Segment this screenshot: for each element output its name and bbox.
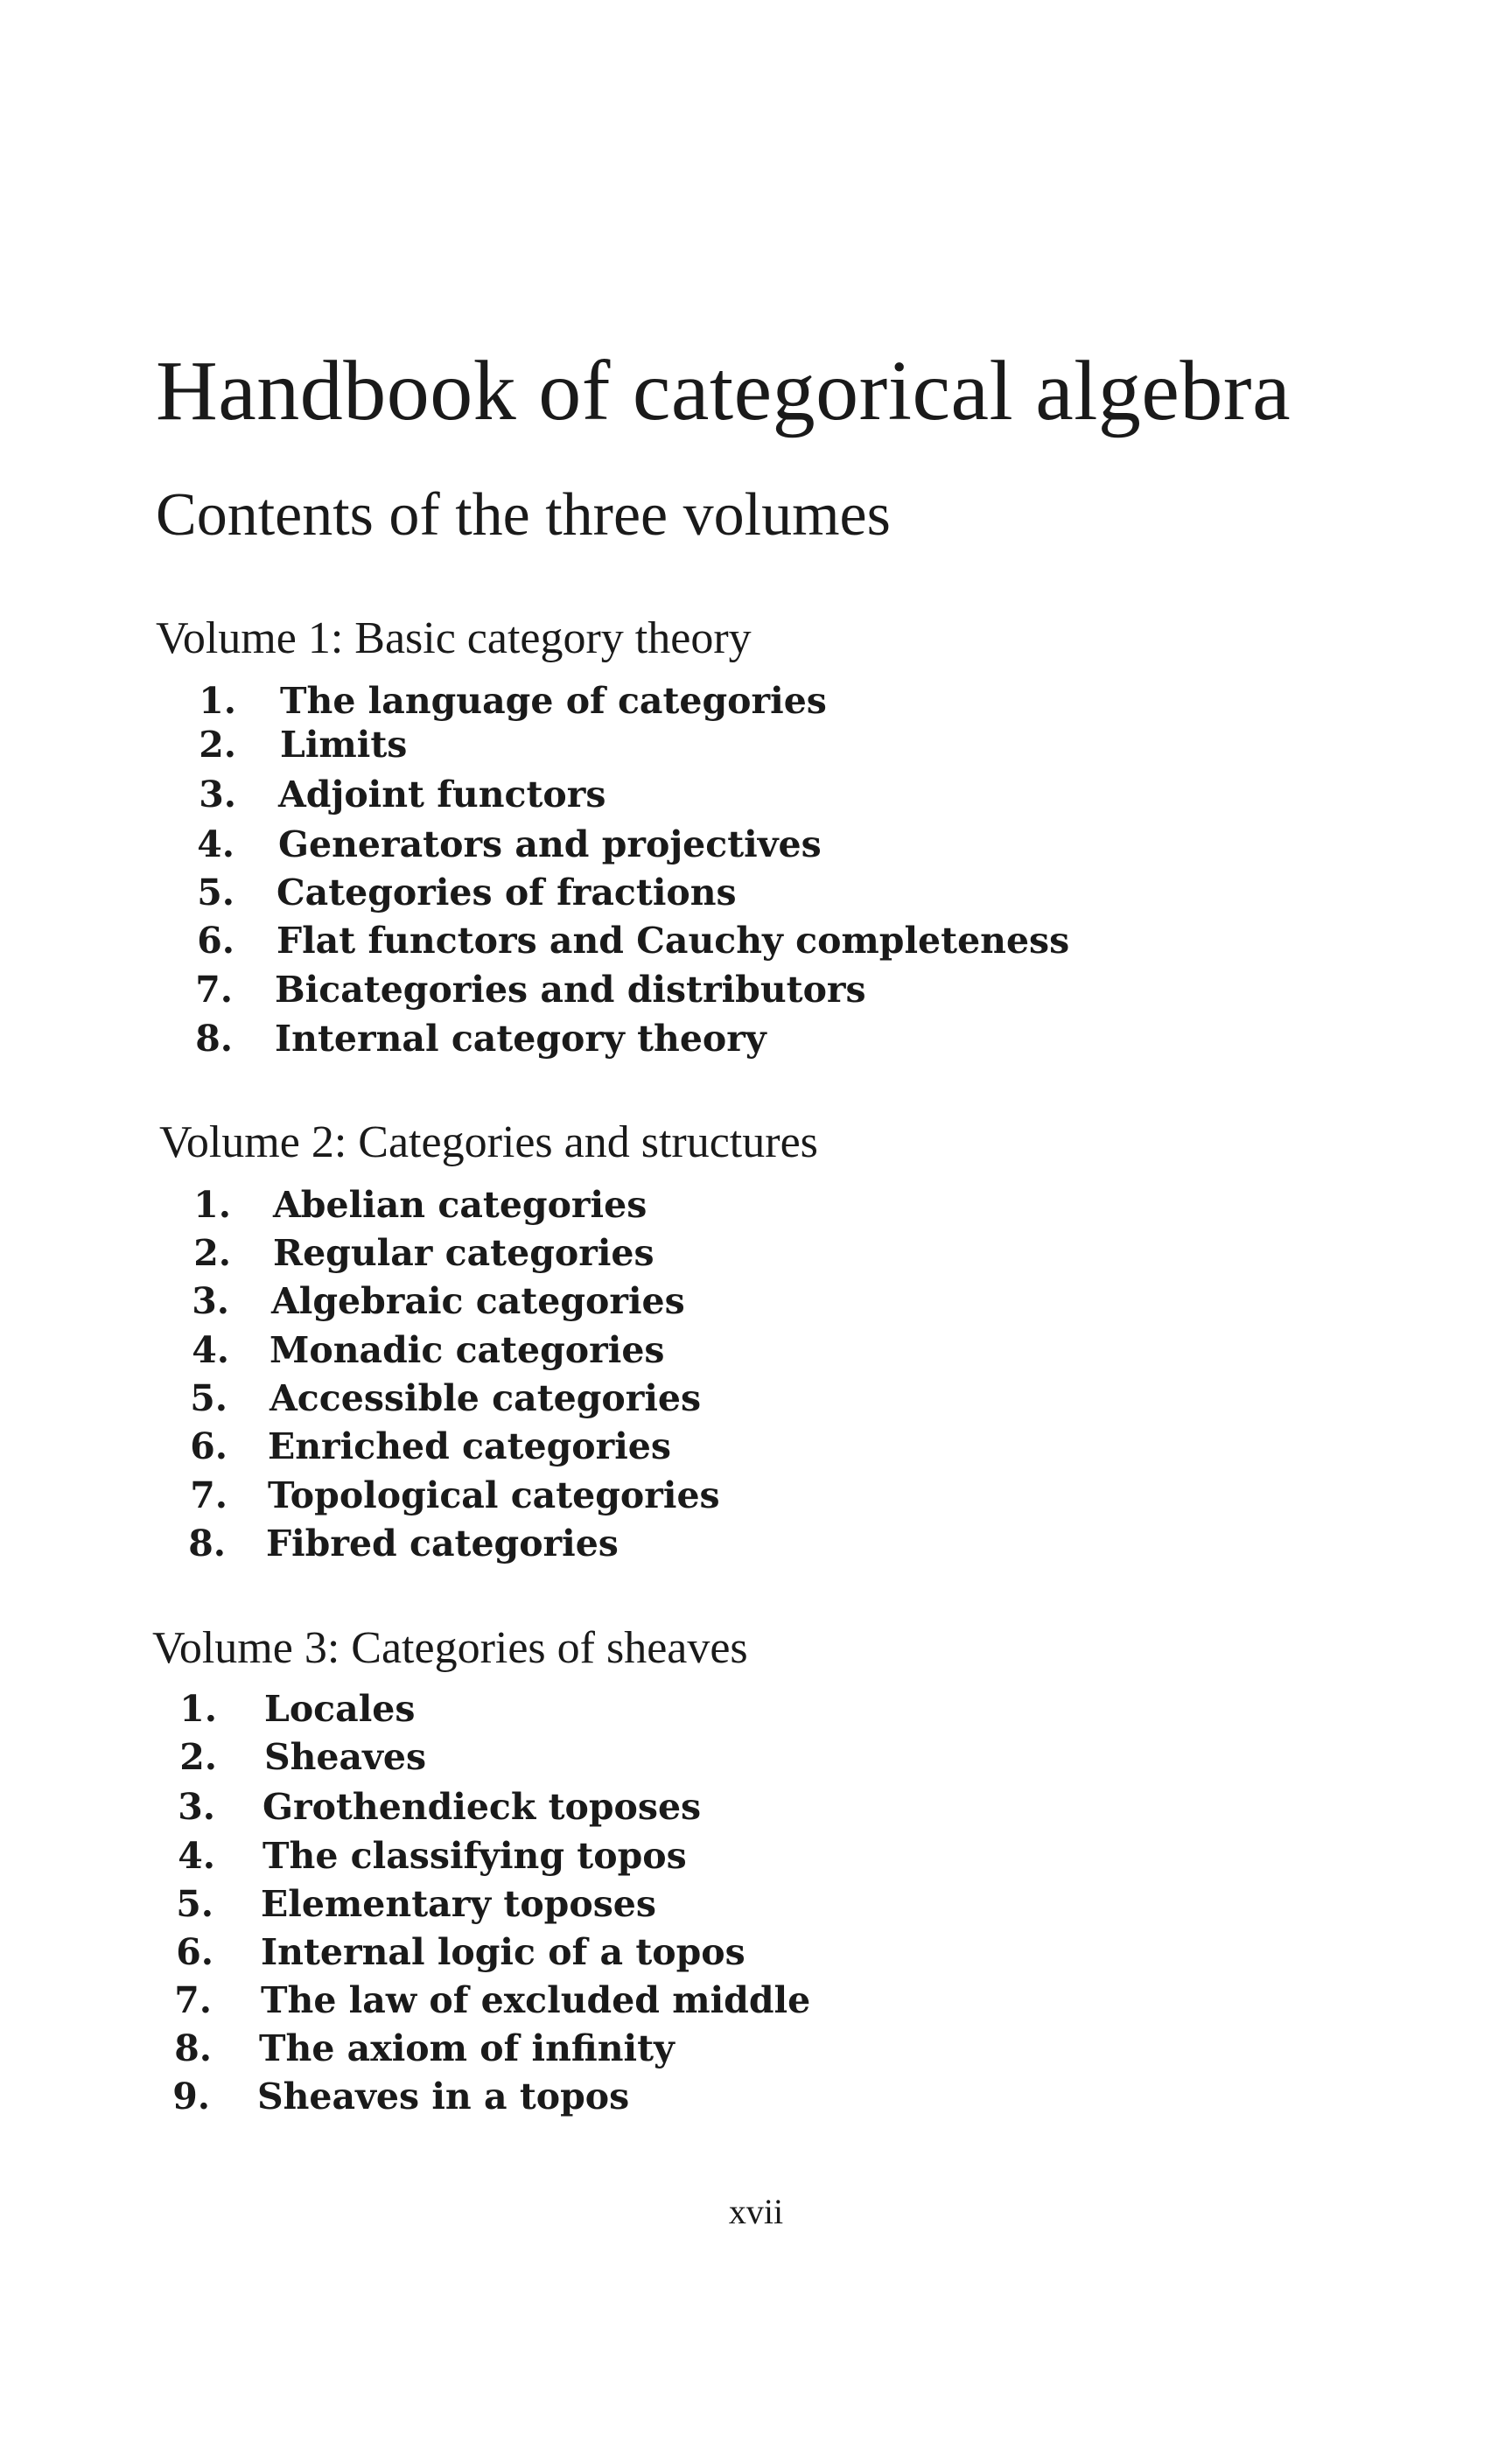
chapter-number: 1. — [193, 1184, 231, 1226]
chapter-title: Elementary toposes — [261, 1883, 656, 1925]
chapter-number: 8. — [195, 1018, 233, 1060]
chapter-title: Internal logic of a topos — [261, 1931, 746, 1973]
chapter-number: 1. — [199, 680, 236, 722]
chapter-number: 8. — [174, 2027, 212, 2069]
volume-heading: Volume 3: Categories of sheaves — [152, 1623, 748, 1673]
page-title: Handbook of categorical algebra — [156, 344, 1292, 438]
chapter-number: 1. — [179, 1688, 217, 1730]
chapter-title: Sheaves — [264, 1736, 427, 1778]
chapter-number: 6. — [176, 1931, 214, 1973]
chapter-title: Abelian categories — [273, 1184, 648, 1226]
chapter-number: 6. — [190, 1425, 228, 1467]
chapter-title: Accessible categories — [270, 1377, 702, 1419]
chapter-title: Topological categories — [268, 1474, 720, 1516]
chapter-title: Limits — [280, 724, 408, 766]
chapter-number: 5. — [176, 1883, 214, 1925]
chapter-number: 5. — [190, 1377, 228, 1419]
chapter-title: Fibred categories — [266, 1522, 619, 1564]
chapter-title: Enriched categories — [268, 1425, 671, 1467]
chapter-number: 3. — [178, 1786, 215, 1828]
chapter-title: Generators and projectives — [278, 823, 822, 865]
chapter-number: 7. — [174, 1979, 212, 2021]
chapter-title: Grothendieck toposes — [262, 1786, 702, 1828]
page-number: xvii — [728, 2192, 784, 2231]
chapter-title: Adjoint functors — [278, 774, 606, 816]
chapter-title: The language of categories — [280, 680, 827, 722]
chapter-number: 7. — [195, 969, 233, 1011]
chapter-number: 3. — [199, 774, 236, 816]
chapter-title: Locales — [264, 1688, 416, 1730]
chapter-number: 2. — [199, 724, 236, 766]
chapter-title: Categories of fractions — [276, 872, 737, 914]
chapter-title: Internal category theory — [275, 1018, 766, 1060]
chapter-title: Sheaves in a topos — [257, 2076, 630, 2118]
chapter-number: 8. — [188, 1522, 226, 1564]
chapter-title: The axiom of infinity — [259, 2027, 675, 2069]
volume-heading: Volume 2: Categories and structures — [159, 1117, 818, 1167]
chapter-title: Regular categories — [273, 1232, 654, 1274]
chapter-number: 3. — [192, 1280, 229, 1322]
chapter-number: 2. — [179, 1736, 217, 1778]
chapter-number: 2. — [193, 1232, 231, 1274]
chapter-number: 7. — [190, 1474, 228, 1516]
chapter-number: 5. — [197, 872, 234, 914]
chapter-title: Bicategories and distributors — [275, 969, 866, 1011]
page-subtitle: Contents of the three volumes — [156, 481, 891, 549]
chapter-title: Monadic categories — [270, 1329, 665, 1371]
chapter-number: 4. — [192, 1329, 229, 1371]
chapter-title: The classifying topos — [262, 1835, 687, 1877]
chapter-number: 4. — [178, 1835, 215, 1877]
chapter-title: The law of excluded middle — [261, 1979, 811, 2021]
chapter-number: 4. — [197, 823, 234, 865]
chapter-number: 9. — [172, 2076, 210, 2118]
chapter-title: Algebraic categories — [271, 1280, 685, 1322]
volume-heading: Volume 1: Basic category theory — [156, 613, 752, 663]
chapter-number: 6. — [197, 920, 234, 962]
chapter-title: Flat functors and Cauchy completeness — [276, 920, 1070, 962]
